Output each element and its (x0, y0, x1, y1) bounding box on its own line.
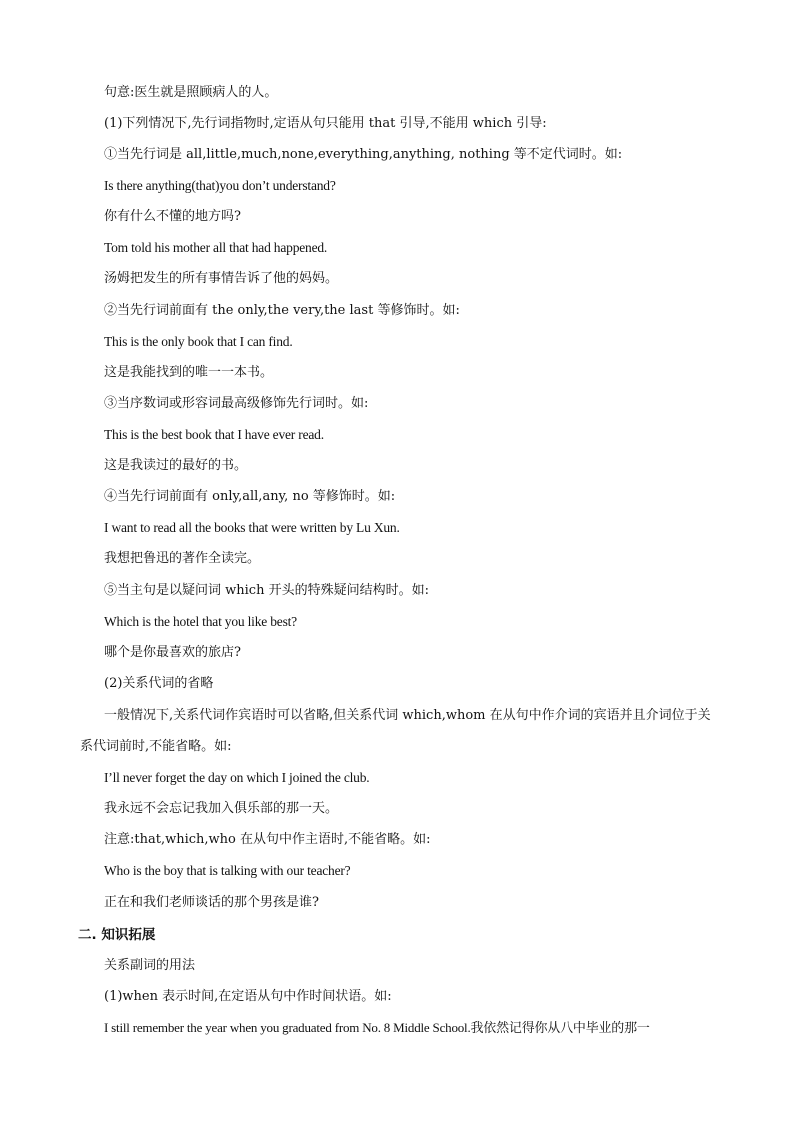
paragraph: 一般情况下,关系代词作宾语时可以省略,但关系代词 which,whom 在从句中作介词的宾语并且介词位于关系代词前时,不能省略。如: (80, 708, 711, 754)
example-sentence-zh: 正在和我们老师谈话的那个男孩是谁? (104, 895, 319, 910)
subsection-title: 关系副词的用法 (104, 958, 196, 973)
example-sentence-zh: 哪个是你最喜欢的旅店? (104, 645, 241, 660)
text-line: ③当序数词或形容词最高级修饰先行词时。如: (104, 396, 369, 411)
example-sentence-zh: 这是我能找到的唯一一本书。 (104, 365, 274, 380)
example-sentence-zh: 汤姆把发生的所有事情告诉了他的妈妈。 (104, 271, 339, 286)
example-sentence-en: This is the only book that I can find. (104, 334, 293, 349)
example-sentence-zh: 我永远不会忘记我加入俱乐部的那一天。 (104, 801, 339, 816)
example-sentence-en: Who is the boy that is talking with our teacher? (104, 863, 351, 878)
example-sentence-en: This is the best book that I have ever read. (104, 427, 324, 442)
example-sentence-zh: 这是我读过的最好的书。 (104, 458, 248, 473)
section-heading: 二. 知识拓展 (78, 927, 156, 943)
text-line: ①当先行词是 all,little,much,none,everything,anything, nothing 等不定代词时。如: (104, 147, 623, 162)
text-line: ④当先行词前面有 only,all,any, no 等修饰时。如: (104, 489, 396, 504)
example-sentence-en: I’ll never forget the day on which I joined the club. (104, 770, 370, 785)
text-line: (1)下列情况下,先行词指物时,定语从句只能用 that 引导,不能用 which 引导: (104, 116, 547, 131)
example-sentence-en: Is there anything(that)you don’t understand? (104, 178, 336, 193)
note-line: 注意:that,which,who 在从句中作主语时,不能省略。如: (104, 832, 431, 847)
text-line: (1)when 表示时间,在定语从句中作时间状语。如: (104, 989, 392, 1004)
text-line: 句意:医生就是照顾病人的人。 (104, 85, 278, 100)
example-sentence-en: I want to read all the books that were written by Lu Xun. (104, 520, 400, 535)
example-sentence-en: Which is the hotel that you like best? (104, 614, 297, 629)
example-sentence-zh: 你有什么不懂的地方吗? (104, 209, 241, 224)
text-line: ②当先行词前面有 the only,the very,the last 等修饰时。如: (104, 303, 460, 318)
example-sentence-zh: 我想把鲁迅的著作全读完。 (104, 551, 261, 566)
example-sentence-en: I still remember the year when you graduated from No. 8 Middle School.我依然记得你从八中毕业的那一 (104, 1020, 650, 1035)
text-line: ⑤当主句是以疑问词 which 开头的特殊疑问结构时。如: (104, 583, 429, 598)
subsection-title: (2)关系代词的省略 (104, 676, 214, 691)
example-sentence-en: Tom told his mother all that had happened. (104, 240, 328, 255)
